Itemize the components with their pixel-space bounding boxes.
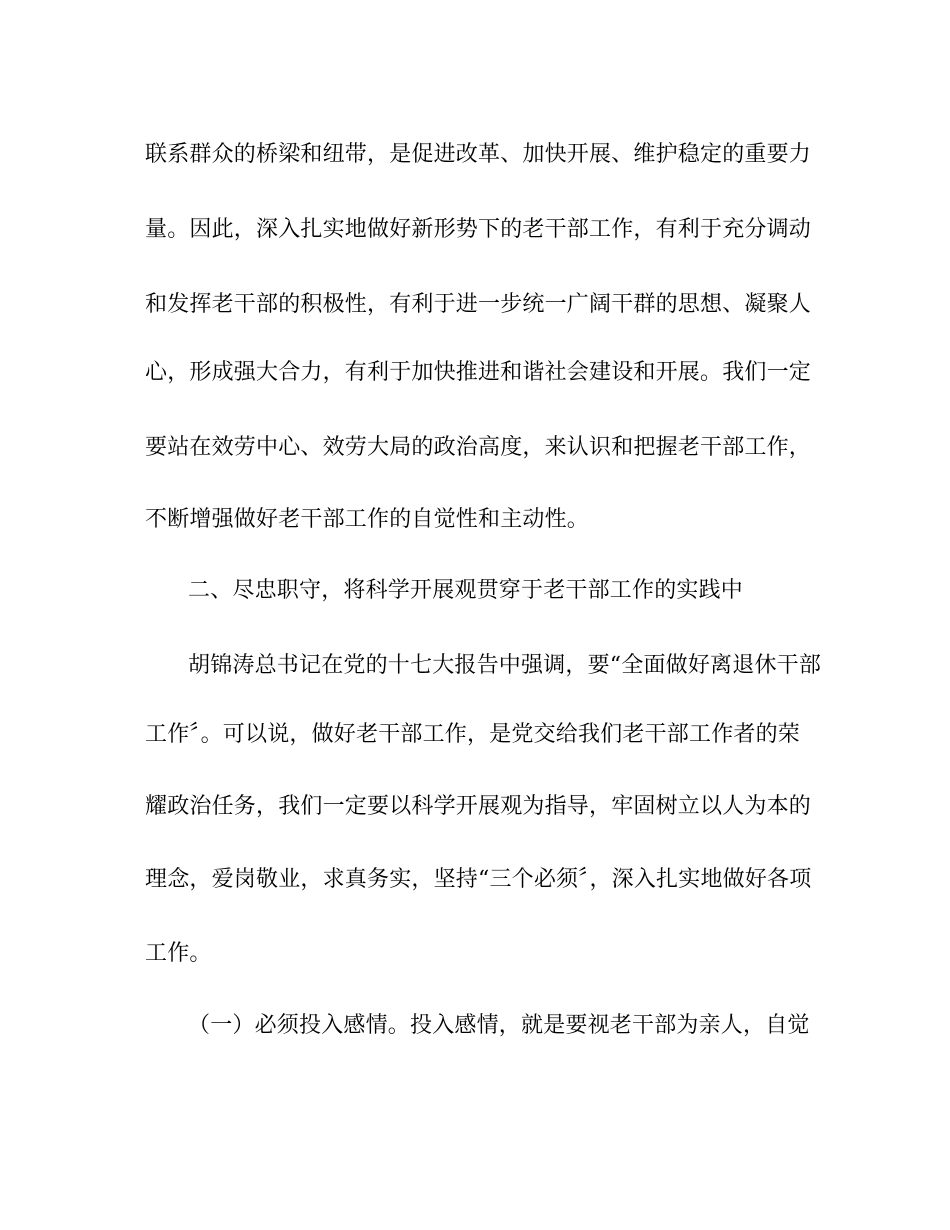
body-text-line: 联系群众的桥梁和纽带，是促进改革、加快开展、维护稳定的重要力 [145,142,812,167]
body-text-line: 工作〞。可以说，做好老干部工作，是党交给我们老干部工作者的荣 [145,722,801,747]
body-text-line: 不断增强做好老干部工作的自觉性和主动性。 [145,507,590,532]
body-text-line: 量。因此，深入扎实地做好新形势下的老干部工作，有利于充分调动 [145,217,812,242]
body-text-line: 心，形成强大合力，有利于加快推进和谐社会建设和开展。我们一定 [145,360,812,385]
body-text-line: 工作。 [145,941,212,966]
body-text-line: 耀政治任务，我们一定要以科学开展观为指导，牢固树立以人为本的 [145,794,812,819]
body-text-line: 胡锦涛总书记在党的十七大报告中强调，要“全面做好离退休干部 [188,653,822,678]
body-text-line: 理念，爱岗敬业，求真务实，坚持“三个必须〞，深入扎实地做好各项 [145,867,812,892]
subsection-heading: （一）必须投入感情。投入感情，就是要视老干部为亲人，自觉 [188,1013,810,1038]
section-heading: 二、尽忠职守，将科学开展观贯穿于老干部工作的实践中 [188,578,744,603]
body-text-line: 和发挥老干部的积极性，有利于进一步统一广阔干群的思想、凝聚人 [145,292,812,317]
body-text-line: 要站在效劳中心、效劳大局的政治高度，来认识和把握老干部工作， [145,435,812,460]
